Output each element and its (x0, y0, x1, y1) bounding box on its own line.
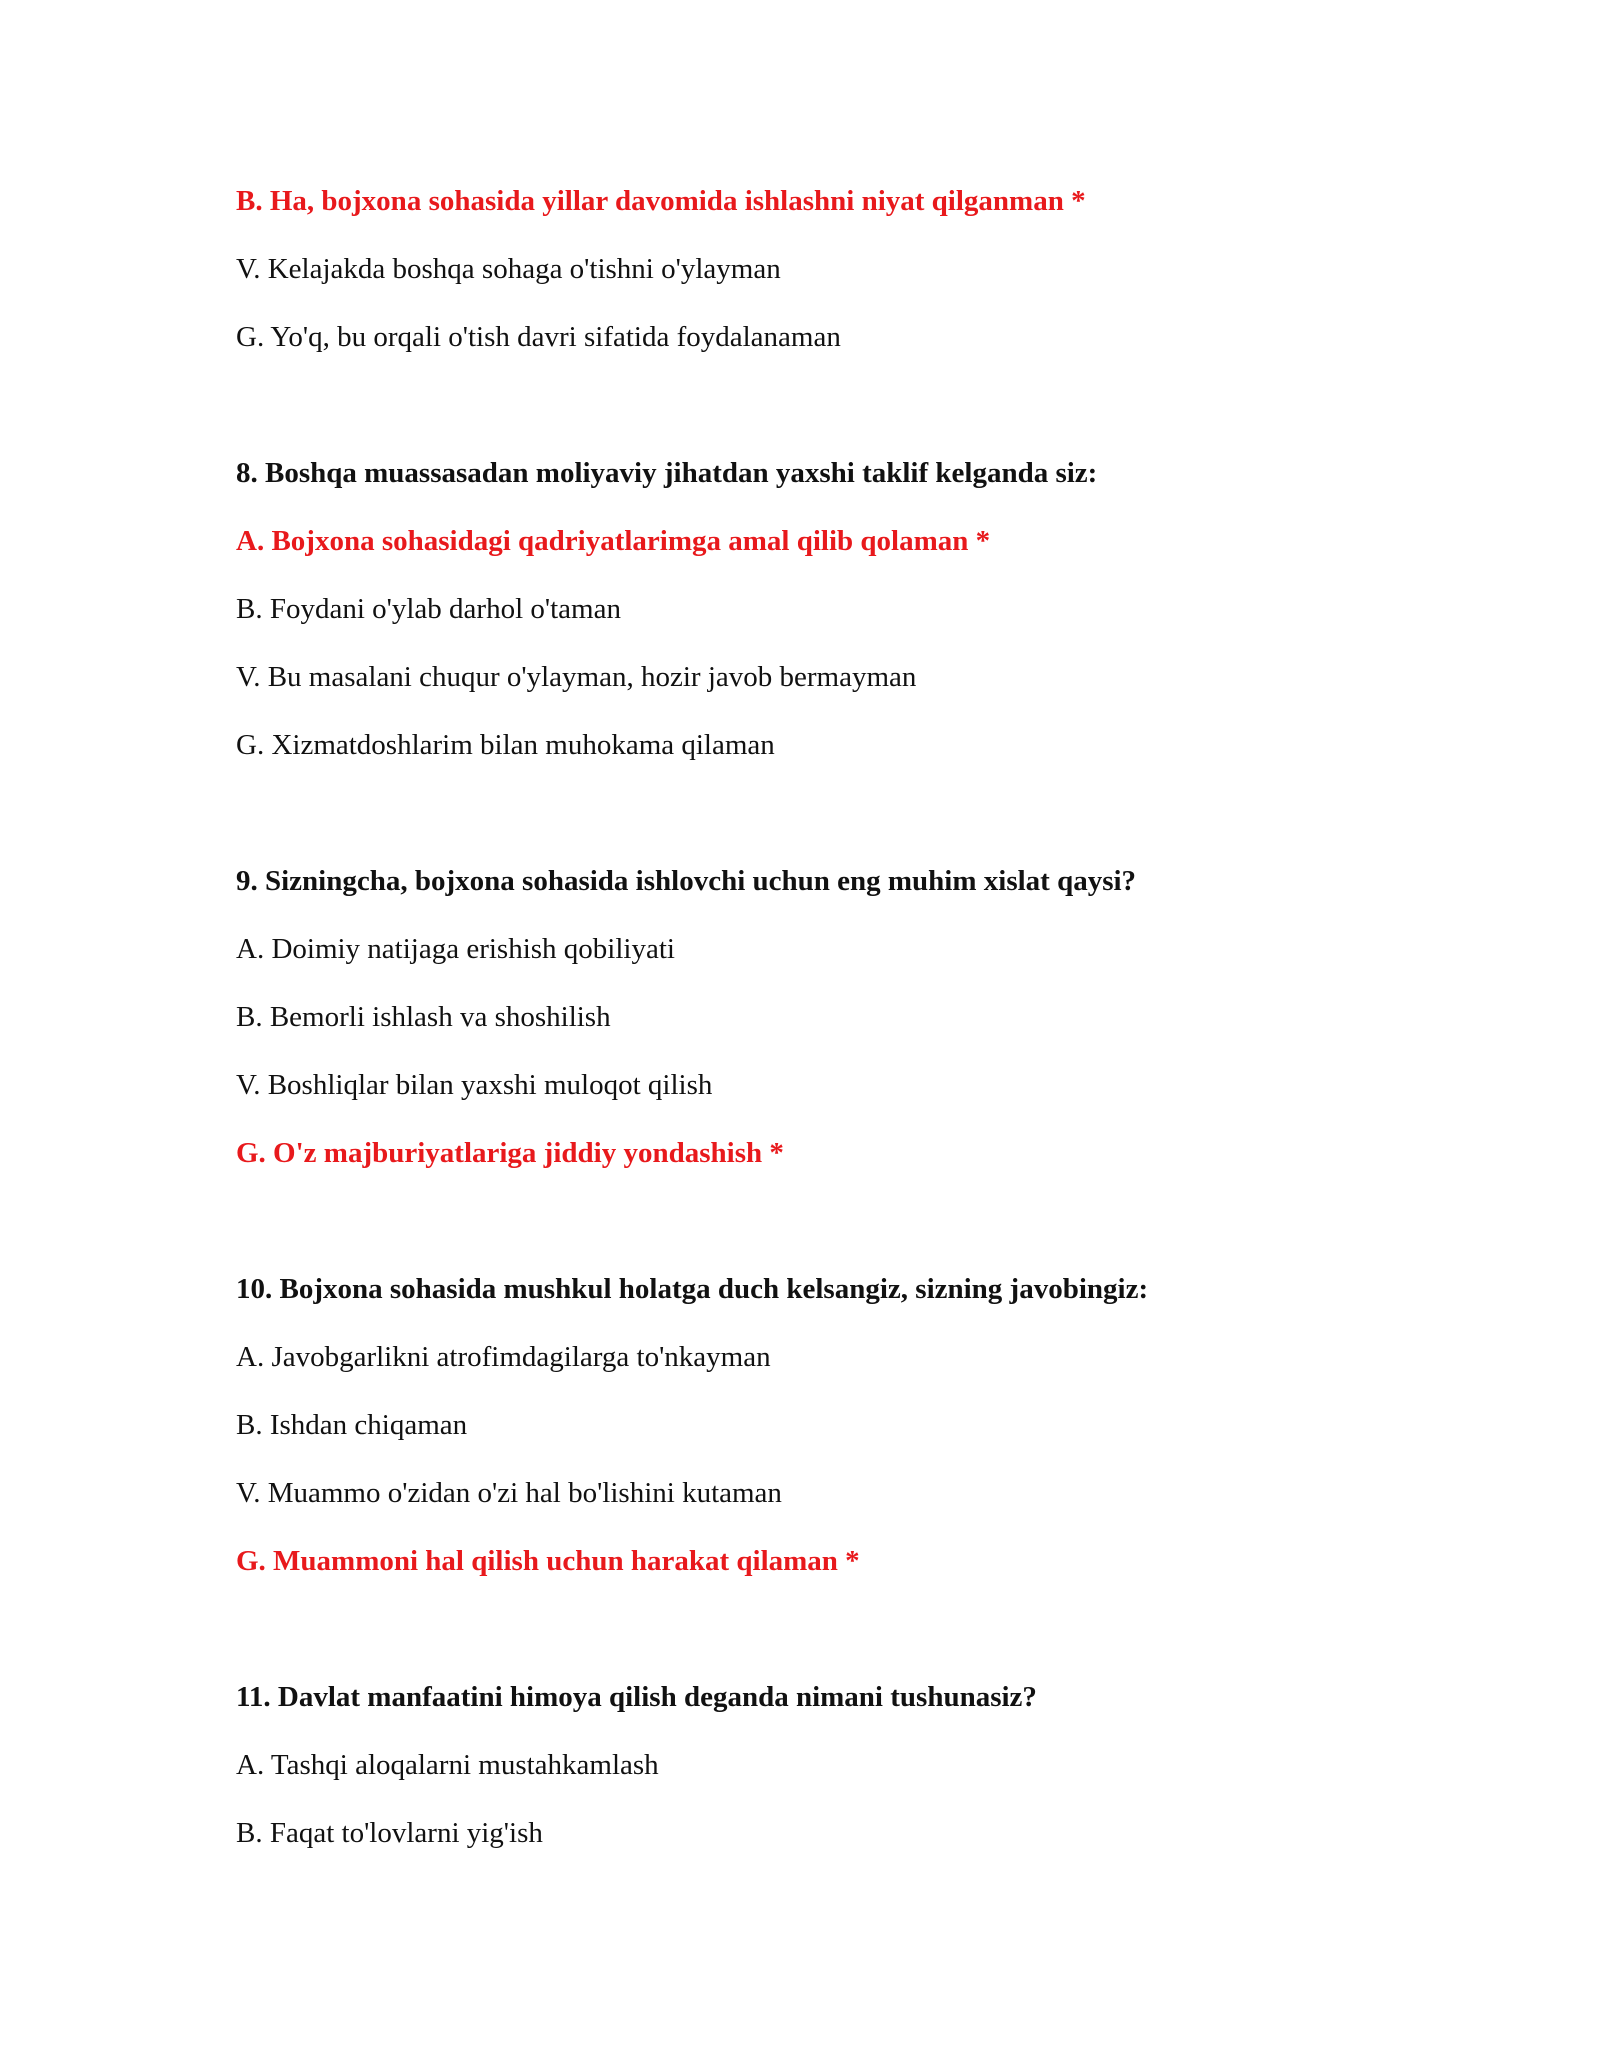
question-heading: 9. Sizningcha, bojxona sohasida ishlovchi uchun eng muhim xislat qaysi? (236, 865, 1137, 897)
option-line: G. Xizmatdoshlarim bilan muhokama qilaman (236, 729, 775, 761)
option-line: B. Bemorli ishlash va shoshilish (236, 1001, 611, 1033)
spacer (236, 796, 1436, 864)
option-line: A. Javobgarlikni atrofimdagilarga to'nkayman (236, 1341, 771, 1373)
option-line: B. Foydani o'ylab darhol o'taman (236, 593, 621, 625)
document-content (236, 184, 1436, 1884)
option-line: G. Yo'q, bu orqali o'tish davri sifatida foydalanaman (236, 321, 841, 353)
question-heading: 11. Davlat manfaatini himoya qilish deganda nimani tushunasiz? (236, 1681, 1037, 1713)
question-heading: 8. Boshqa muassasadan moliyaviy jihatdan yaxshi taklif kelganda siz: (236, 457, 1098, 489)
spacer (236, 1612, 1436, 1680)
option-line: V. Kelajakda boshqa sohaga o'tishni o'ylayman (236, 253, 781, 285)
correct-answer: G. Muammoni hal qilish uchun harakat qilaman * (236, 1545, 860, 1577)
option-line: V. Bu masalani chuqur o'ylayman, hozir javob bermayman (236, 661, 917, 693)
spacer (236, 388, 1436, 456)
correct-answer: A. Bojxona sohasidagi qadriyatlarimga amal qilib qolaman * (236, 525, 991, 557)
correct-answer: G. O'z majburiyatlariga jiddiy yondashish * (236, 1137, 784, 1169)
option-line: V. Muammo o'zidan o'zi hal bo'lishini kutaman (236, 1477, 782, 1509)
correct-answer: B. Ha, bojxona sohasida yillar davomida ishlashni niyat qilganman * (236, 185, 1086, 217)
option-line: A. Tashqi aloqalarni mustahkamlash (236, 1749, 659, 1781)
option-line: B. Ishdan chiqaman (236, 1409, 468, 1441)
option-line: A. Doimiy natijaga erishish qobiliyati (236, 933, 675, 965)
option-line: V. Boshliqlar bilan yaxshi muloqot qilish (236, 1069, 713, 1101)
spacer (236, 1204, 1436, 1272)
question-heading: 10. Bojxona sohasida mushkul holatga duch kelsangiz, sizning javobingiz: (236, 1273, 1149, 1305)
option-line: B. Faqat to'lovlarni yig'ish (236, 1817, 543, 1849)
